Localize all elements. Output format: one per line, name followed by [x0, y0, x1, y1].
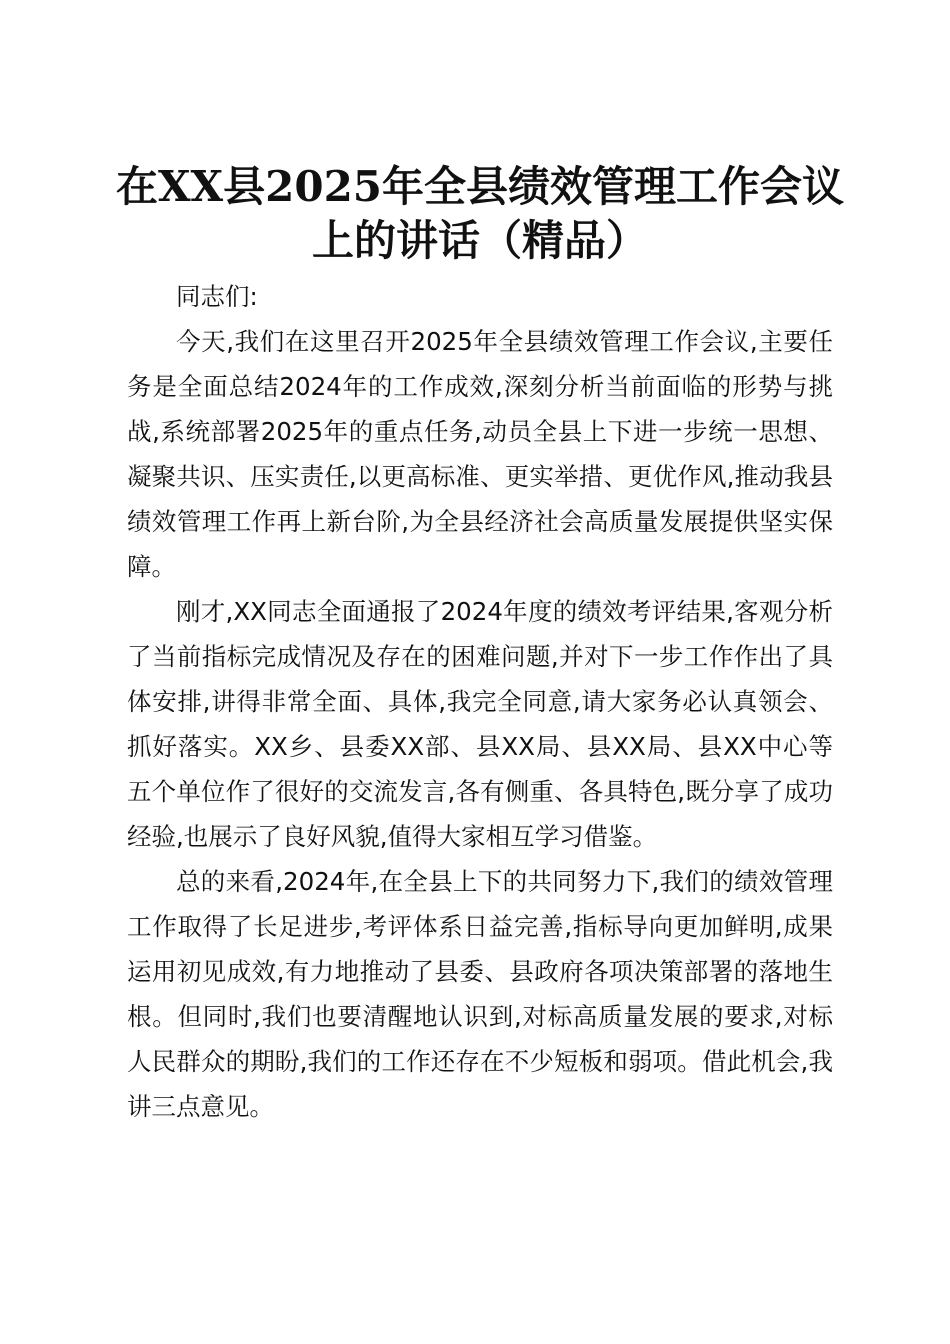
salutation: 同志们: — [176, 282, 258, 311]
paragraph-1: 今天,我们在这里召开2025年全县绩效管理工作会议,主要任务是全面总结2024年的工作成效,深刻分析当前面临的形势与挑战,系统部署2025年的重点任务,动员全县上下进一步统一思想、凝聚共识、压实责任,以更高标准、更实举措、更优作风,推动我县绩效管理工作再上新台阶,为全县经济社会高质量发展提供坚实保障。 — [127, 327, 833, 581]
paragraph-2: 刚才,XX同志全面通报了2024年度的绩效考评结果,客观分析了当前指标完成情况及存在的困难问题,并对下一步工作作出了具体安排,讲得非常全面、具体,我完全同意,请大家务必认真领会、抓好落实。XX乡、县委XX部、县XX局、县XX局、县XX中心等五个单位作了很好的交流发言,各有侧重、各具特色,既分享了成功经验,也展示了良好风貌,值得大家相互学习借鉴。 — [127, 597, 833, 851]
document-title: 在XX县2025年全县绩效管理工作会议上的讲话（精品） — [115, 162, 845, 265]
document-body — [127, 274, 833, 1129]
paragraph-3: 总的来看,2024年,在全县上下的共同努力下,我们的绩效管理工作取得了长足进步,考评体系日益完善,指标导向更加鲜明,成果运用初见成效,有力地推动了县委、县政府各项决策部署的落地生根。但同时,我们也要清醒地认识到,对标高质量发展的要求,对标人民群众的期盼,我们的工作还存在不少短板和弱项。借此机会,我讲三点意见。 — [127, 867, 833, 1121]
